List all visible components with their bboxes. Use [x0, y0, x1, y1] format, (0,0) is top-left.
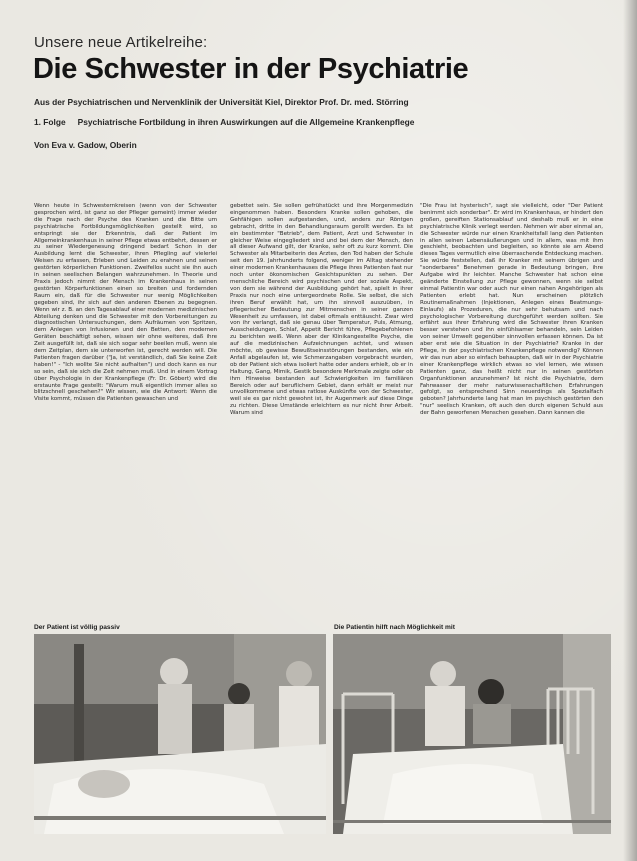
photo-helping-patient: [333, 634, 611, 834]
article-headline: Die Schwester in der Psychiatrie: [33, 53, 469, 85]
column-text: "Die Frau ist hysterisch", sagt sie vielleicht, oder "Der Patient benimmt sich sonderbar". Er wird im Krankenhaus, er hindert den großen, gereiften Stationsablauf und deshalb muß er in eine psychiatrische Klinik verlegt werden. Nehmen wir aber einmal an, die Schwester würde nur einen Krankheitsfall lang den Patienten in allen seinen Lebensäußerungen und in allem, was mit ihm geschieht, beobachten und begleiten, so könnte sie am Abend dieses Tages vermutlich eine überraschende Entdeckung machen. Sie würde feststellen, daß ihr Kranker mit seinem übrigen und "sonderbares" Benehmen gerade in Bedeutung bringen, ihre Aufgabe wird ihr leichter. Manche Schwester hat schon eine geänderte Einstellung zur Pflege gewonnen, wenn sie selbst einmal Patientin war oder auch nur einen nahen Angehörigen als Patienten erlebt hat. Nun erscheinen plötzlich Routinemaßnahmen (Injektionen, Anlegen eines Beatmungs-Einlaufs) als Prozeduren, die nur sehr behutsam und nach psychologischer Vorbereitung durchgeführt werden sollten. Sie erfährt aus ihrer Erfahrung wird die Schwester ihren Kranken besser verstehen und ihn einfühlsamer behandeln, sein Leiden von seiner Umwelt gegenüber sinnvollen erfassen können. Da ist aber erst wie die Situation in der Psychiatrie? Kranke in der Pflege, in der psychiatrischen Krankenpflege notwendig? Können wir das nun aber so einfach behaupten, daß wir in der Psychiatrie einer Krankenpflege wirklich etwas so viel lernen, wie wissen Patienten ganz, das heißt nicht nur in seinen gestörten Organfunktionen anzunehmen? Ist nicht die Psychiatrie, dem Fahrwasser der mehr naturwissenschaftlichen Erfahrungen gefolgt, so entsprechend Sinn neuerdings als Spezialfach geboten? Jahrhunderte lang hat man im psychisch gestörten den "nur" seelisch Kranken, oft auch den durch eigenen Schuld aus der Bahn geworfenen Menschen gesehen. Dann kannen die: [420, 203, 603, 417]
author-line: Von Eva v. Gadow, Oberin: [34, 140, 137, 150]
body-column-3: [420, 203, 603, 609]
series-kicker: Unsere neue Artikelreihe:: [34, 34, 208, 51]
photo-passive-patient-image: [34, 634, 326, 834]
column-text: gebettet sein. Sie sollen gefrühstückt und ihre Morgenmedizin eingenommen haben. Besonders Kranke sollen gehoben, die Gehfähigen sollen aufgestanden, und, anders zur Röntgen gebracht, dritte in den Behandlungsraum gerollt werden. Es ist ein bestimmter "Betrieb", dem Patient, Arzt und Schwester in gleicher Weise eingegliedert sind und bei dem der Mensch, den all dieser Aufwand gilt, der Kranke, sehr oft zu kurz kommt. Die Schwester als Mitarbeiterin des Arztes, den Tod haben der Schule seit den 19. Jahrhunderts folgend, weniger im Alltag stehender einer modernen Krankenhauses die Pflege ihres Patienten fast nur noch unter ökonomischen Gesichtspunkten zu sehen. Der menschliche Bereich wird psychischen und der soziale Aspekt, von dem sie während der Ausbildung gehört hat, spielt in ihrer Praxis nur noch eine untergeordnete Rolle. Sie selbst, die sich ihren Beruf erwählt hat, um ihn sinnvoll auszuüben, in pflegerischer Bedeutung zur Mitmenschen in seiner ganzen Wesenheit zu umfassen, ist dabei oftmals enttäuscht. Zwar wird von ihr verlangt, daß sie genau über Temperatur, Puls, Atmung, Ausscheidungen, Schlaf, Appetit Bericht führe, Pflegebefohlenen zu berichten weiß. Wenn aber der Klinikangestellte Psyche, die auf die medizinischen Aufzeichnungen achtet, und wissen möchte, ob gewisse Bewußtseinsstörungen bestanden, wie ein Anfall abgelaufen ist, wie Schmerzangaben vorgebracht wurden, ob der Patient sich etwa isoliert hatte oder anders erhielt, ob er in Haltung, Gang, Mimik, Gestik besondere Merkmale zeigte oder ob ihm Hinweise bestanden auf Schwierigkeiten im familiären Bereich oder auf beruflichem Gebiet, dann erhält er meist nur unvollkommene und etwas ratlose Auskünfte von der Schwester, weil sie es gar nicht gewohnt ist, ihr Augenmerk auf diese Dinge zu richten. Diese Umstände erleichtern es nur nicht ihrer Arbeit. Warum sind: [230, 203, 413, 417]
series-label: 1. Folge: [34, 117, 66, 127]
body-column-1: [34, 203, 217, 609]
body-column-2: [230, 203, 413, 609]
photo-helping-patient-image: [333, 634, 611, 834]
series-line: [34, 117, 414, 127]
column-text: Wenn heute in Schwesternkreisen (wenn von der Schwester gesprochen wird, ist ganz so der Pfleger gemeint) immer wieder die Frage nach der Psyche des Kranken und die Bitte um psychiatrische Fortbildungsmöglichkeiten gestellt wird, so entspringt sie der Erkenntnis, daß der Patient im Allgemeinkrankenhaus in seiner Pflege etwas entbehrt, dessen er zu seiner Wiedergenesung dringend bedarf. Schon in der Ausbildung lernt die Schwester, ihren Pflegling auf vielerlei Weisen zu erfassen, Erleben und Leiden zu erahnen und seinen gestörten körperlichen Funktionen. Zweifellos sucht sie ihn auch in seinen seelischen Belangen wahrzunehmen. In Theorie und Praxis jedoch nimmt der Mensch im Krankenhaus in seinen gestörten Körperfunktionen einen so breiten und fordernden Raum ein, daß für die Schwester nur wenig Möglichkeiten gegeben sind, ihr sich auf den anderen Ebenen zu begegnen. Wenn wir z. B. an den Tagesablauf einer modernen medizinischen Abteilung denken und die Schwester mit den Vorbereitungen zu diagnostischen Untersuchungen, dem Aufräumen von Spritzen, dem Anlegen von Infusionen und den Betten, den modernen Geräten beschäftigt sehen, wissen wir ohne weiteres, daß ihre Zeit ausgefüllt ist, daß sie sich sogar sehr beeilen muß, wenn sie dem Zeitplan, dem sie unterworfen ist, gerecht werden will. Die Patienten fragen darüber ("Ja, ist verständlich, daß Sie keine Zeit haben!" - "Ich wollte Sie nicht aufhalten") und doch kann es nur so sein, daß sie sich die Zeit nehmen muß. Und in einem Vortrag über Psychologie in der Krankenpflege (Fr. Dr. Göbert) wird die erstaunte Frage gestellt: "Warum muß eigentlich immer alles so blitzschnell geschehen?" Wir wissen, wie die Antwort: Wenn die Visite kommt, müssen die Patienten gewaschen und: [34, 203, 217, 403]
page-gutter-shadow: [623, 0, 637, 861]
photo-passive-patient: [34, 634, 326, 834]
photo-caption-right: Die Patientin hilft nach Möglichkeit mit: [334, 624, 455, 631]
series-topic: Psychiatrische Fortbildung in ihren Auswirkungen auf die Allgemeine Krankenpflege: [77, 117, 415, 127]
article-subtitle: Aus der Psychiatrischen und Nervenklinik der Universität Kiel, Direktor Prof. Dr. med. Störring: [34, 97, 409, 107]
photo-caption-left: Der Patient ist völlig passiv: [34, 624, 120, 631]
